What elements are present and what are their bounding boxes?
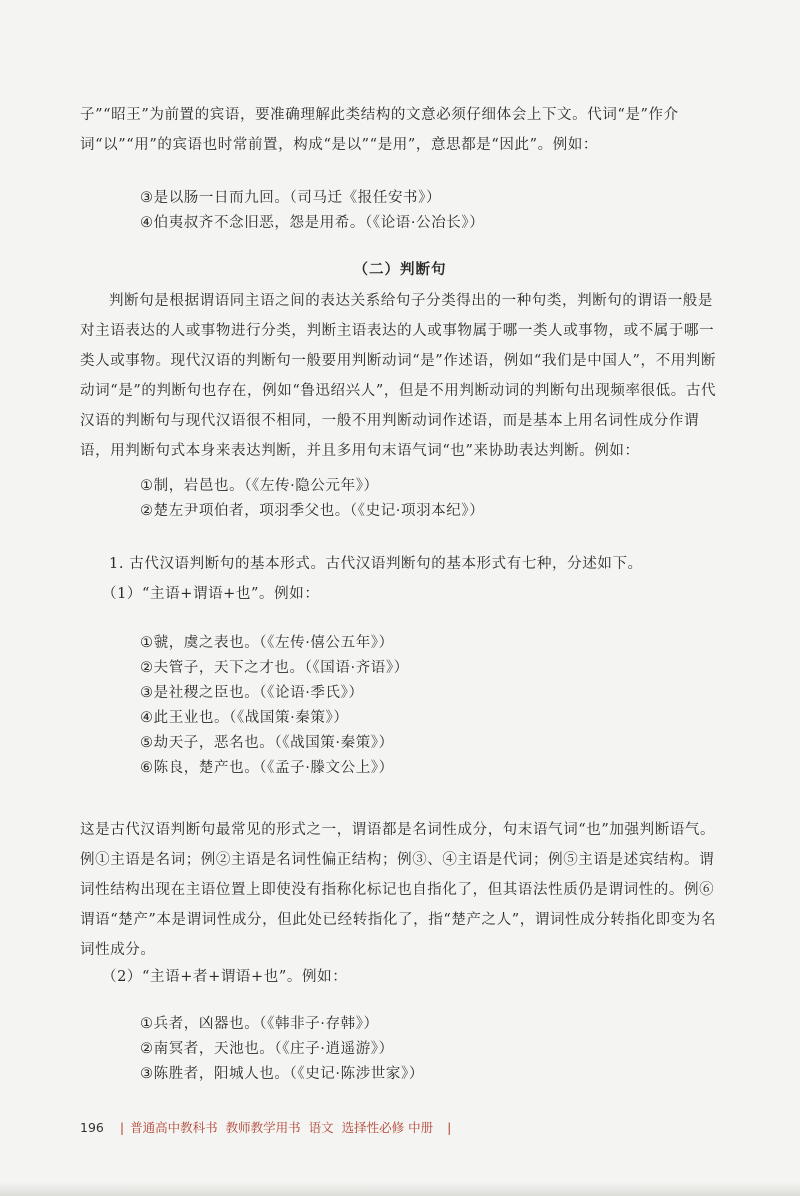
page-footer: 196 | 普通高中教科书 教师教学用书 语文 选择性必修 中册 | xyxy=(80,1120,452,1135)
example-line: ②南冥者，天池也。（《庄子·逍遥游》） xyxy=(140,1041,394,1057)
footer-subject: 语文 xyxy=(308,1120,334,1135)
paragraph-judgment-intro: 判断句是根据谓语同主语之间的表达关系给句子分类得出的一种句类，判断句的谓语一般是对主语表达的人或事物进行分类，判断主语表达的人或事物属于哪一类人或事物，或不属于哪一类人或事物。现代汉语的判断句一般要用判断动词“是”作述语，例如“我们是中国人”，不用判断动词“是”的判断句也存在，例如“鲁迅绍兴人”，但是不用判断动词的判断句出现频率很低。古代汉语的判断句与现代汉语很不相同，一般不用判断动词作述语，而是基本上用名词性成分作谓语，用判断句式本身来表达判断，并且多用句末语气词“也”来协助表达判断。例如： xyxy=(80,293,717,459)
subheading-form-2: （2）“主语+者+谓语+也”。例如： xyxy=(102,969,348,985)
footer-book: 普通高中教科书 xyxy=(130,1120,218,1135)
example-group-form-1 xyxy=(140,631,700,781)
example-group-judgment xyxy=(140,474,700,524)
paragraph-preposed-object: 子”“昭王”为前置的宾语，要准确理解此类结构的文意必须仔细体会上下文。代词“是”作介词“以”“用”的宾语也时常前置，构成“是以”“是用”，意思都是“因此”。例如： xyxy=(80,107,679,153)
example-line: ⑤劫天子，恶名也。（《战国策·秦策》） xyxy=(140,735,394,751)
paragraph-form-1-explanation: 这是古代汉语判断句最常见的形式之一，谓语都是名词性成分，句末语气词“也”加强判断语气。例①主语是名词；例②主语是名词性偏正结构；例③、④主语是代词；例⑤主语是述宾结构。谓词性结构出现在主语位置上即使没有指称化标记也自指化了，但其语法性质仍是谓词性的。例⑥谓语“楚产”本是谓词性成分，但此处已经转指化了，指“楚产之人”，谓词性成分转指化即变为名词性成分。 xyxy=(80,822,717,958)
example-line: ①制，岩邑也。（《左传·隐公元年》） xyxy=(140,478,379,494)
example-line: ③是社稷之臣也。（《论语·季氏》） xyxy=(140,685,364,701)
example-line: ③陈胜者，阳城人也。（《史记·陈涉世家》） xyxy=(140,1066,424,1082)
section-heading: （二）判断句 xyxy=(353,262,447,278)
subheading-form-1: （1）“主语+谓语+也”。例如： xyxy=(102,586,320,602)
example-line: ①兵者，凶器也。（《韩非子·存韩》） xyxy=(140,1016,379,1032)
example-line: ①虢，虞之表也。（《左传·僖公五年》） xyxy=(140,635,394,651)
example-line: ④此王业也。（《战国策·秦策》） xyxy=(140,710,349,726)
footer-volume: 选择性必修 中册 xyxy=(341,1120,434,1135)
example-group-preposed xyxy=(140,186,700,236)
example-group-form-2 xyxy=(140,1012,700,1087)
footer-type: 教师教学用书 xyxy=(225,1120,301,1135)
example-line: ②夫管子，天下之才也。（《国语·齐语》） xyxy=(140,660,409,676)
example-line: ③是以肠一日而九回。（司马迁《报任安书》） xyxy=(140,190,442,206)
example-line: ④伯夷叔齐不念旧恶，怨是用希。（《论语·公冶长》） xyxy=(140,215,485,231)
example-line: ②楚左尹项伯者，项羽季父也。（《史记·项羽本纪》） xyxy=(140,503,485,519)
page-edge-shadow xyxy=(0,1182,800,1196)
example-line: ⑥陈良，楚产也。（《孟子·滕文公上》） xyxy=(140,760,394,776)
page-number: 196 xyxy=(80,1120,104,1135)
paragraph-basic-forms: 1. 古代汉语判断句的基本形式。古代汉语判断句的基本形式有七种，分述如下。 xyxy=(109,556,643,572)
